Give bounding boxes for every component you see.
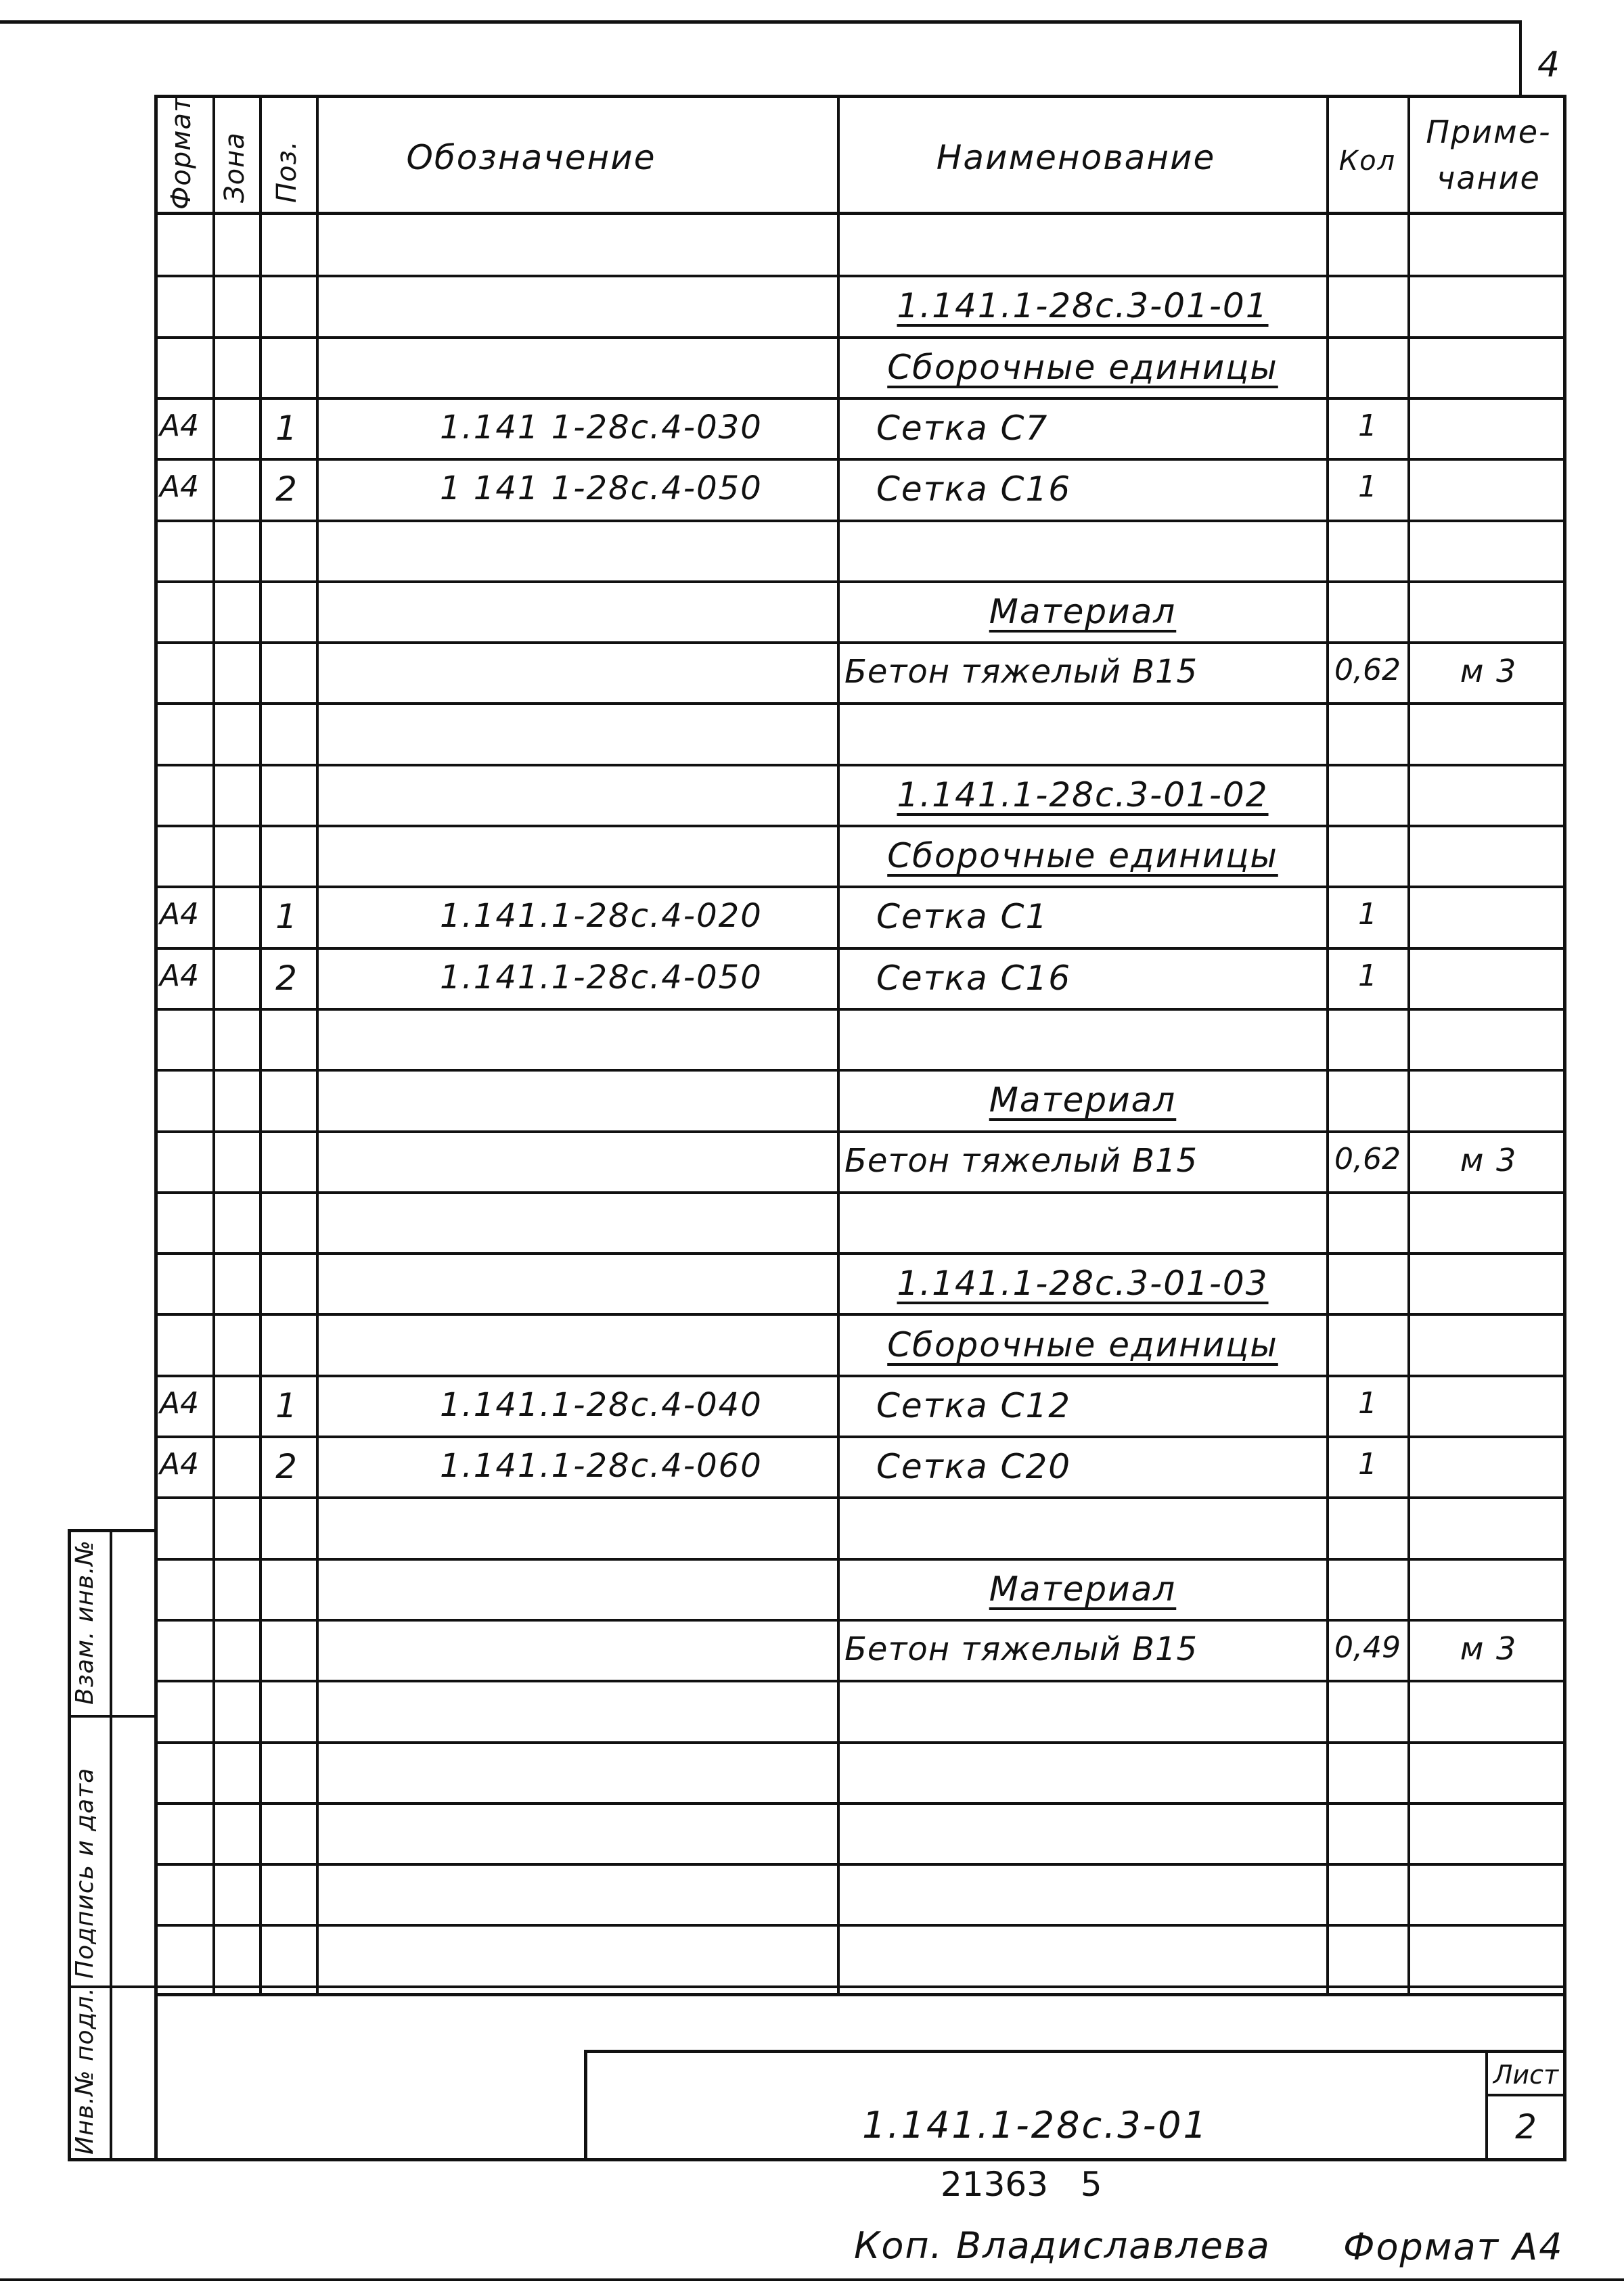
- top-border-line: [0, 20, 1519, 24]
- row-line: [154, 947, 1566, 950]
- col-sep-name: [1326, 95, 1329, 1996]
- col-sep-designation: [837, 95, 840, 1996]
- copied-by: Коп. Владиславлева: [854, 2224, 1271, 2267]
- row-line: [154, 1741, 1566, 1744]
- side-stamp-inv-no-orig: Инв.№ подл.: [71, 1987, 99, 2155]
- col-sep-zone: [259, 95, 262, 1996]
- document-code: 1.141.1-28с.3-01: [862, 2104, 1209, 2146]
- row-format: А4: [160, 409, 200, 443]
- row-line: [154, 825, 1566, 827]
- row-designation: 1.141 1-28с.4-030: [440, 409, 763, 446]
- col-sep-format: [212, 95, 215, 1996]
- row-qty: 1: [1358, 1447, 1377, 1482]
- row-line: [154, 1619, 1566, 1622]
- header-pos: Поз.: [271, 140, 302, 203]
- col-sep-qty: [1407, 95, 1410, 1996]
- row-name: Бетон тяжелый В15: [844, 653, 1198, 691]
- row-format: А4: [160, 897, 200, 932]
- row-designation: 1.141.1-28с.4-060: [440, 1447, 763, 1485]
- row-line: [154, 1069, 1566, 1072]
- row-name: Сетка С16: [876, 959, 1072, 998]
- side-stamp-inner-line: [110, 1529, 112, 2161]
- row-line: [154, 1313, 1566, 1316]
- row-qty: 1: [1358, 897, 1377, 932]
- row-qty: 1: [1358, 469, 1377, 504]
- row-name: Сетка С7: [876, 409, 1049, 448]
- row-name: Сборочные единицы: [887, 1325, 1278, 1364]
- side-stamp-sign-date: Подпись и дата: [71, 1767, 99, 1979]
- col-sep-pos: [316, 95, 319, 1996]
- side-stamp-sep-1: [68, 1715, 154, 1718]
- row-name: Сборочные единицы: [887, 348, 1278, 387]
- spec-table-frame: [154, 95, 1566, 2161]
- row-qty: 0,62: [1334, 653, 1401, 687]
- row-line: [154, 458, 1566, 461]
- header-designation: Обозначение: [406, 138, 656, 177]
- row-name: Сборочные единицы: [887, 836, 1278, 875]
- row-line: [154, 1130, 1566, 1133]
- row-line: [154, 1924, 1566, 1927]
- row-line: [154, 1008, 1566, 1011]
- row-name: Сетка С20: [876, 1447, 1072, 1486]
- row-line: [154, 1680, 1566, 1682]
- header-note-line1: Приме-: [1426, 114, 1552, 150]
- header-zone: Зона: [219, 132, 250, 203]
- title-block-sheet-sep-v: [1485, 2050, 1488, 2161]
- row-name: 1.141.1-28с.3-01-03: [897, 1264, 1269, 1303]
- row-pos: 2: [275, 959, 298, 998]
- right-edge-line: [1519, 20, 1522, 95]
- row-format: А4: [160, 469, 200, 504]
- row-note: м 3: [1460, 1142, 1518, 1178]
- row-name: 1.141.1-28с.3-01-02: [897, 775, 1269, 814]
- row-pos: 1: [275, 409, 298, 448]
- row-qty: 0,62: [1334, 1142, 1401, 1176]
- row-name: Материал: [989, 592, 1177, 631]
- row-line: [154, 1375, 1566, 1377]
- bottom-border-line: [0, 2278, 1624, 2281]
- row-name: Сетка С1: [876, 897, 1049, 936]
- row-line: [154, 1985, 1566, 1988]
- row-line: [154, 702, 1566, 705]
- sheet-label: Лист: [1493, 2060, 1559, 2090]
- row-name: Бетон тяжелый В15: [844, 1630, 1198, 1668]
- row-line: [154, 1436, 1566, 1438]
- row-pos: 1: [275, 897, 298, 936]
- row-format: А4: [160, 1386, 200, 1421]
- archive-number: 21363 5: [941, 2165, 1102, 2204]
- row-qty: 1: [1358, 959, 1377, 993]
- row-pos: 2: [275, 1447, 298, 1486]
- row-note: м 3: [1460, 1630, 1518, 1667]
- row-line: [154, 641, 1566, 644]
- row-line: [154, 1252, 1566, 1255]
- row-name: Бетон тяжелый В15: [844, 1142, 1198, 1180]
- row-designation: 1 141 1-28с.4-050: [440, 469, 763, 507]
- format-label: Формат А4: [1343, 2226, 1564, 2268]
- header-name: Наименование: [936, 138, 1216, 177]
- row-line: [154, 397, 1566, 400]
- row-name: 1.141.1-28с.3-01-01: [897, 286, 1269, 325]
- sheet-value: 2: [1515, 2107, 1537, 2146]
- row-name: Материал: [989, 1080, 1177, 1120]
- row-line: [154, 1496, 1566, 1499]
- row-line: [154, 764, 1566, 766]
- row-line: [154, 1558, 1566, 1561]
- row-line: [154, 275, 1566, 277]
- row-designation: 1.141.1-28с.4-050: [440, 959, 763, 996]
- row-qty: 0,49: [1334, 1630, 1401, 1665]
- row-name: Сетка С12: [876, 1386, 1072, 1425]
- row-line: [154, 886, 1566, 888]
- row-format: А4: [160, 959, 200, 993]
- header-qty: Кол: [1338, 145, 1397, 177]
- row-pos: 1: [275, 1386, 298, 1425]
- title-block-sheet-sep-h: [1485, 2094, 1566, 2096]
- row-qty: 1: [1358, 1386, 1377, 1421]
- row-note: м 3: [1460, 653, 1518, 689]
- sheet-number-corner: 4: [1537, 45, 1560, 85]
- row-qty: 1: [1358, 409, 1377, 443]
- row-line: [154, 336, 1566, 339]
- row-designation: 1.141.1-28с.4-040: [440, 1386, 763, 1424]
- header-bottom-line: [154, 212, 1566, 215]
- row-pos: 2: [275, 469, 298, 509]
- row-line: [154, 1802, 1566, 1805]
- header-note-line2: чание: [1437, 160, 1541, 196]
- table-bottom-line: [154, 1993, 1566, 1996]
- row-line: [154, 1191, 1566, 1194]
- row-line: [154, 1863, 1566, 1866]
- header-format: Формат: [166, 95, 197, 210]
- side-stamp-replace-inv: Взам. инв.№: [71, 1540, 99, 1705]
- row-name: Сетка С16: [876, 469, 1072, 509]
- row-line: [154, 520, 1566, 522]
- row-name: Материал: [989, 1569, 1177, 1609]
- row-line: [154, 580, 1566, 583]
- row-format: А4: [160, 1447, 200, 1482]
- row-designation: 1.141.1-28с.4-020: [440, 897, 763, 935]
